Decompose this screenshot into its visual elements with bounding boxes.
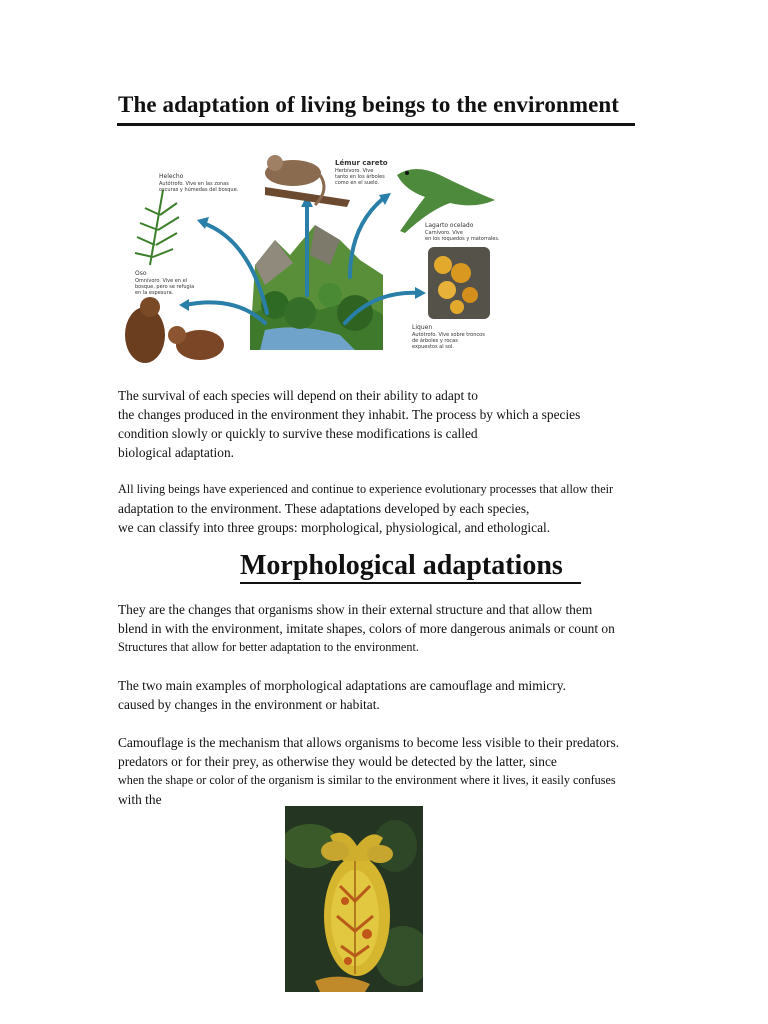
text-line: They are the changes that organisms show in their external structure and that allow them xyxy=(118,602,593,617)
bear-label: Oso xyxy=(135,270,147,277)
forest-landscape xyxy=(250,225,383,350)
text-line: caused by changes in the environment or habitat. xyxy=(118,697,380,712)
text-line: predators or for their prey, as otherwise they would be detected by the latter, since xyxy=(118,754,557,769)
lichen-description: expuestos al sol. xyxy=(412,344,454,350)
section-heading: Morphological adaptations xyxy=(240,550,563,581)
title-underline xyxy=(117,123,635,126)
lemur-description: Herbívoro. Vive xyxy=(335,168,374,174)
bear-description: bosque, pero se refugia xyxy=(135,284,195,290)
ecosystem-illustration xyxy=(115,145,510,373)
lizard-label: Lagarto ocelado xyxy=(425,222,474,229)
lizard-description: Carnívoro. Vive xyxy=(425,230,463,236)
fern-drawing xyxy=(135,190,179,265)
text-line: blend in with the environment, imitate shapes, colors of more dangerous animals or count on xyxy=(118,621,615,636)
fern-description: oscuras y húmedas del bosque. xyxy=(159,187,239,193)
intro-paragraph xyxy=(118,386,580,462)
text-line: we can classify into three groups: morphological, physiological, and ethological. xyxy=(118,520,551,535)
lichen-description: Autótrofo. Vive sobre troncos xyxy=(412,332,485,338)
bears-drawing xyxy=(125,297,224,363)
text-line: the changes produced in the environment they inhabit. The process by which a species xyxy=(118,407,581,422)
text-line: The two main examples of morphological adaptations are camouflage and mimicry. xyxy=(118,678,566,693)
lemur-label: Lémur careto xyxy=(335,159,388,167)
text-line: Structures that allow for better adaptation to the environment. xyxy=(118,640,419,654)
bear-description: en la espesura. xyxy=(135,290,174,296)
fern-label: Helecho xyxy=(159,173,184,180)
text-line: with the xyxy=(118,792,162,807)
lemur-description: tanto en los árboles xyxy=(335,174,385,180)
fern-description: Autótrofo. Vive en las zonas xyxy=(159,181,229,187)
examples-paragraph xyxy=(118,676,566,714)
lichen-label: Liquen xyxy=(412,324,433,331)
text-line: biological adaptation. xyxy=(118,445,235,460)
text-line: when the shape or color of the organism is similar to the environment where it lives, it easily confuses xyxy=(118,773,616,787)
text-line: adaptation to the environment. These adaptations developed by each species, xyxy=(118,501,530,516)
text-line: condition slowly or quickly to survive these modifications is called xyxy=(118,426,478,441)
page-title: The adaptation of living beings to the environment xyxy=(118,92,620,117)
camouflage-paragraph xyxy=(118,733,619,809)
morphological-paragraph xyxy=(118,600,615,657)
bear-description: Omnívoro. Vive en el xyxy=(135,278,188,284)
lichen-drawing xyxy=(428,247,490,319)
section-underline xyxy=(240,582,581,584)
leaf-insect-photo xyxy=(285,806,423,992)
lizard-description: en los roquedos y matorrales. xyxy=(425,236,500,242)
text-line: The survival of each species will depend on their ability to adapt to xyxy=(118,388,478,403)
evolution-paragraph xyxy=(118,480,613,537)
text-line: All living beings have experienced and continue to experience evolutionary processes that allow their xyxy=(118,482,614,496)
text-line: Camouflage is the mechanism that allows organisms to become less visible to their predators. xyxy=(118,735,620,750)
lichen-description: de árboles y rocas xyxy=(412,338,458,344)
lemur-description: como en el suelo. xyxy=(335,180,380,186)
